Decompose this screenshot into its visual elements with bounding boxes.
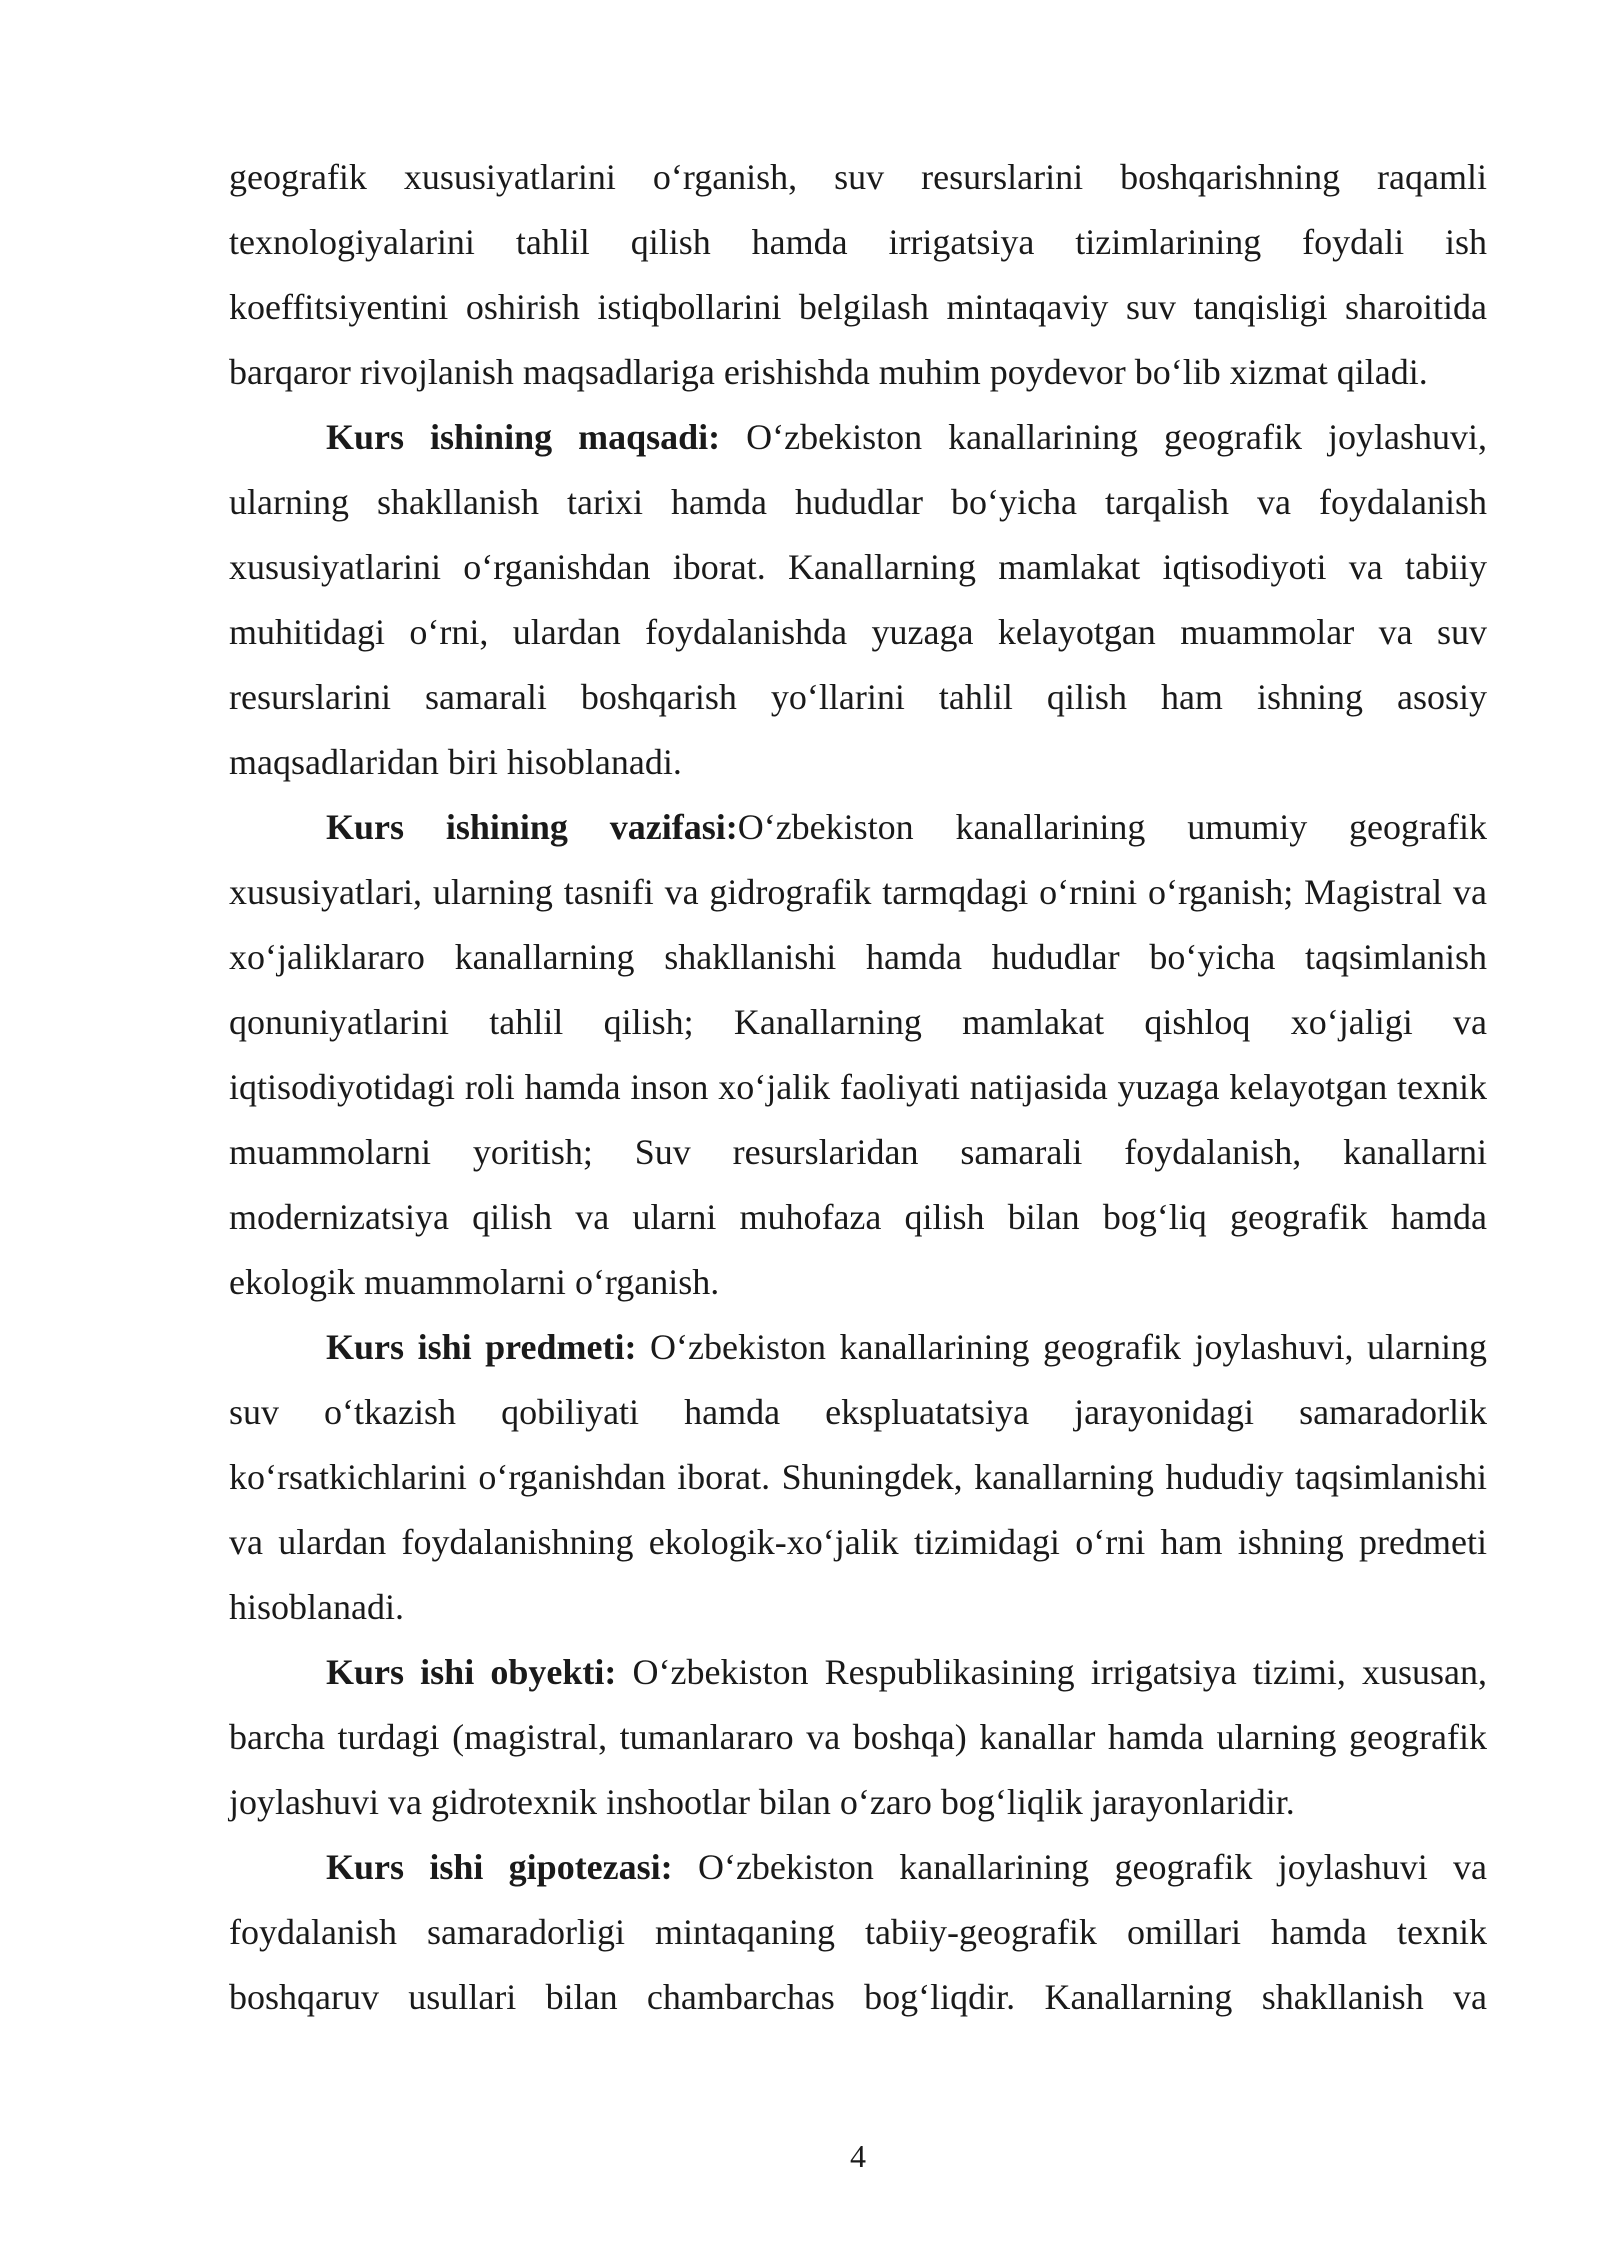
paragraph-object [229,1640,1487,1835]
paragraph-text: O‘zbekiston kanallarining umumiy geografik xususiyatlari, ularning tasnifi va gidrografik tarmqdagi o‘rnini o‘rganish; Magistral va xo‘jaliklararo kanallarning shakllanishi hamda hududlar bo‘yicha taqsimlanish qonuniyatlarini tahlil qilish; Kanallarning mamlakat qishloq xo‘jaligi va iqtisodiyotidagi roli hamda inson xo‘jalik faoliyati natijasida yuzaga kelayotgan texnik muammolarni yoritish; Suv resurslaridan samarali foydalanish, kanallarni modernizatsiya qilish va ularni muhofaza qilish bilan bog‘liq geografik hamda ekologik muammolarni o‘rganish. [229,807,1487,1302]
body-text [229,145,1487,2030]
paragraph-text: O‘zbekiston kanallarining geografik joylashuvi, ularning suv o‘tkazish qobiliyati hamda ekspluatatsiya jarayonidagi samaradorlik ko‘rsatkichlarini o‘rganishdan iborat. Shuningdek, kanallarning hududiy taqsimlanishi va ulardan foydalanishning ekologik-xo‘jalik tizimidagi o‘rni ham ishning predmeti hisoblanadi. [229,1327,1488,1627]
paragraph-heading: Kurs ishi predmeti: [326,1327,637,1367]
page-number: 4 [850,2138,866,2174]
paragraph-text: geografik xususiyatlarini o‘rganish, suv resurslarini boshqarishning raqamli texnologiyalarini tahlil qilish hamda irrigatsiya tizimlarining foydali ish koeffitsiyentini oshirish istiqbollarini belgilash mintaqaviy suv tanqisligi sharoitida barqaror rivojlanish maqsadlariga erishishda muhim poydevor bo‘lib xizmat qiladi. [229,157,1487,392]
paragraph-continuation [229,145,1487,405]
paragraph-heading: Kurs ishining maqsadi: [326,417,721,457]
paragraph-hypothesis [229,1835,1487,2030]
paragraph-subject [229,1315,1487,1640]
paragraph-text: O‘zbekiston kanallarining geografik joylashuvi, ularning shakllanish tarixi hamda hududlar bo‘yicha tarqalish va foydalanish xususiyatlarini o‘rganishdan iborat. Kanallarning mamlakat iqtisodiyoti va tabiiy muhitidagi o‘rni, ulardan foydalanishda yuzaga kelayotgan muammolar va suv resurslarini samarali boshqarish yo‘llarini tahlil qilish ham ishning asosiy maqsadlaridan biri hisoblanadi. [229,417,1487,782]
paragraph-tasks [229,795,1487,1315]
paragraph-heading: Kurs ishining vazifasi: [326,807,738,847]
paragraph-goal [229,405,1487,795]
paragraph-heading: Kurs ishi obyekti: [326,1652,617,1692]
paragraph-heading: Kurs ishi gipotezasi: [326,1847,673,1887]
paragraph-text: O‘zbekiston Respublikasining irrigatsiya tizimi, xususan, barcha turdagi (magistral, tumanlararo va boshqa) kanallar hamda ularning geografik joylashuvi va gidrotexnik inshootlar bilan o‘zaro bog‘liqlik jarayonlaridir. [229,1652,1488,1822]
paragraph-text: O‘zbekiston kanallarining geografik joylashuvi va foydalanish samaradorligi mintaqaning tabiiy-geografik omillari hamda texnik boshqaruv usullari bilan chambarchas bog‘liqdir. Kanallarning shakllanish va [229,1847,1487,2017]
